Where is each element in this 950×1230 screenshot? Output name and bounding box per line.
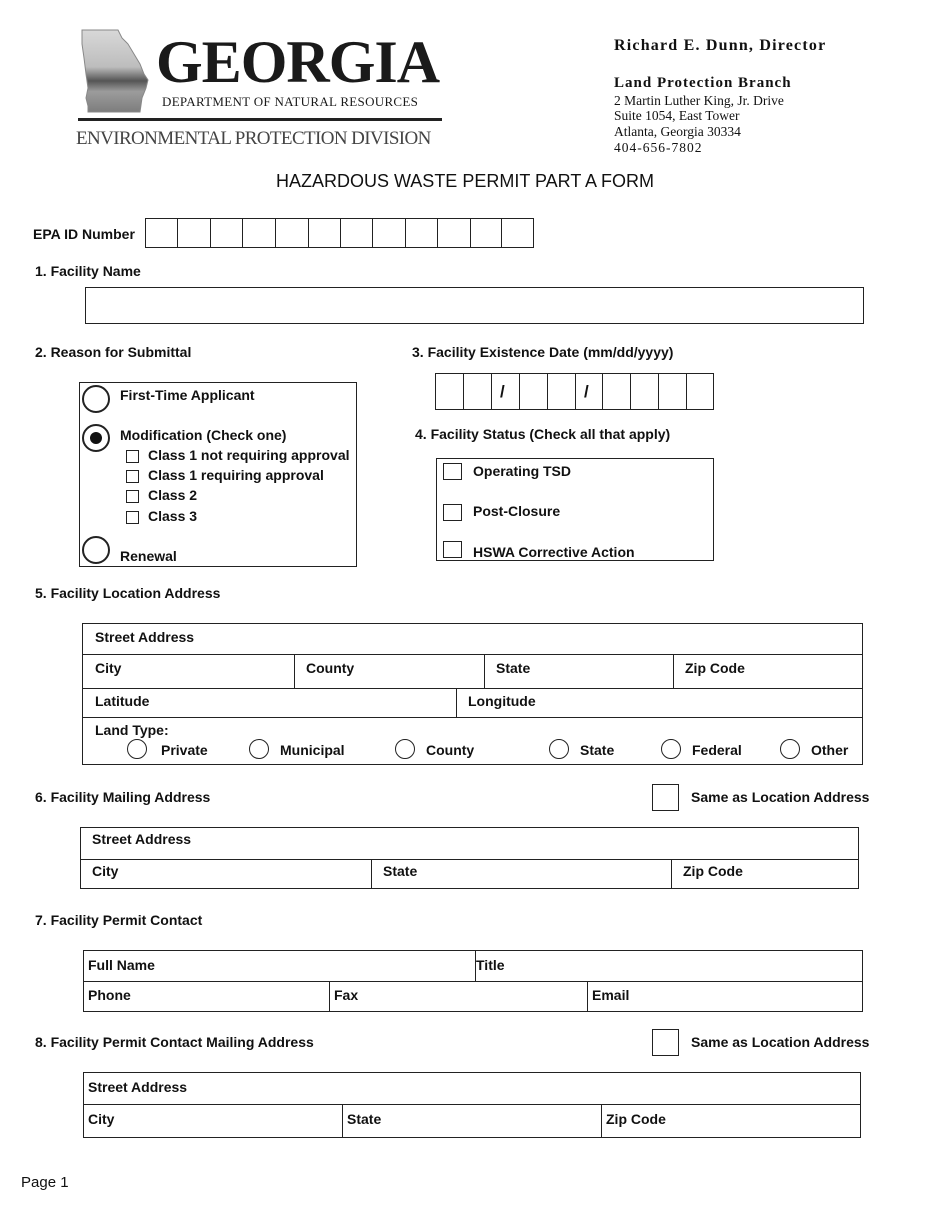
- latitude-field[interactable]: Latitude: [95, 693, 150, 709]
- location-street-field[interactable]: Street Address: [95, 629, 195, 645]
- epa-id-boxes[interactable]: [145, 218, 534, 248]
- existence-date-boxes[interactable]: [435, 373, 714, 410]
- contact-mailing-street-field[interactable]: Street Address: [88, 1079, 188, 1095]
- contact-title-field[interactable]: Title: [476, 957, 505, 973]
- renewal-label: Renewal: [120, 548, 177, 564]
- land-type-option: County: [426, 742, 475, 758]
- logo-state-name: GEORGIA: [156, 29, 440, 95]
- contact-label: 7. Facility Permit Contact: [35, 912, 203, 928]
- longitude-field[interactable]: Longitude: [468, 693, 536, 709]
- agency-logo: [76, 28, 446, 154]
- contact-phone-field[interactable]: Phone: [88, 987, 131, 1003]
- contact-mailing-same-checkbox[interactable]: [652, 1029, 679, 1056]
- address-line-1: 2 Martin Luther King, Jr. Drive: [614, 93, 784, 108]
- modification-label: Modification (Check one): [120, 427, 287, 443]
- land-type-option: Private: [161, 742, 208, 758]
- class-checkbox[interactable]: [126, 470, 139, 483]
- mailing-table: [80, 827, 859, 889]
- location-county-field[interactable]: County: [306, 660, 355, 676]
- address-line-3: Atlanta, Georgia 30334: [614, 124, 741, 139]
- class-checkbox[interactable]: [126, 511, 139, 524]
- mailing-zip-field[interactable]: Zip Code: [683, 863, 743, 879]
- land-type-radio[interactable]: [780, 739, 800, 759]
- status-option-label: Operating TSD: [473, 463, 572, 479]
- status-option-label: HSWA Corrective Action: [473, 544, 635, 560]
- land-type-option: State: [580, 742, 615, 758]
- logo-rule: [78, 118, 442, 121]
- date-separator: /: [500, 382, 505, 401]
- reason-box: [79, 382, 357, 567]
- location-city-field[interactable]: City: [95, 660, 122, 676]
- class-option-label: Class 1 requiring approval: [148, 467, 324, 483]
- class-option-label: Class 2: [148, 487, 198, 503]
- mailing-label: 6. Facility Mailing Address: [35, 789, 211, 805]
- land-type-label: Land Type:: [95, 722, 169, 738]
- status-checkbox[interactable]: [443, 463, 462, 480]
- mailing-same-checkbox[interactable]: [652, 784, 679, 811]
- status-checkbox[interactable]: [443, 541, 462, 558]
- class-checkbox[interactable]: [126, 450, 139, 463]
- logo-division: ENVIRONMENTAL PROTECTION DIVISION: [76, 128, 431, 149]
- contact-mailing-state-field[interactable]: State: [347, 1111, 382, 1127]
- land-type-option: Federal: [692, 742, 742, 758]
- contact-mailing-zip-field[interactable]: Zip Code: [606, 1111, 666, 1127]
- radio-selected-dot: [90, 432, 102, 444]
- facility-name-label: 1. Facility Name: [35, 263, 141, 279]
- contact-mailing-same-label: Same as Location Address: [691, 1034, 870, 1050]
- land-type-radio[interactable]: [395, 739, 415, 759]
- page-number: Page 1: [21, 1174, 69, 1191]
- facility-status-label: 4. Facility Status (Check all that apply): [415, 426, 671, 442]
- land-type-radio[interactable]: [549, 739, 569, 759]
- status-checkbox[interactable]: [443, 504, 462, 521]
- class-option-label: Class 3: [148, 508, 198, 524]
- contact-mailing-table: [83, 1072, 861, 1138]
- class-checkbox[interactable]: [126, 490, 139, 503]
- land-type-radio[interactable]: [249, 739, 269, 759]
- existence-date-label: 3. Facility Existence Date (mm/dd/yyyy): [412, 344, 674, 360]
- contact-email-field[interactable]: Email: [592, 987, 630, 1003]
- mailing-city-field[interactable]: City: [92, 863, 119, 879]
- facility-name-input[interactable]: [85, 287, 864, 324]
- contact-fax-field[interactable]: Fax: [334, 987, 359, 1003]
- location-zip-field[interactable]: Zip Code: [685, 660, 745, 676]
- renewal-radio[interactable]: [82, 536, 110, 564]
- address-line-2: Suite 1054, East Tower: [614, 108, 740, 123]
- land-type-option: Other: [811, 742, 849, 758]
- first-time-radio[interactable]: [82, 385, 110, 413]
- first-time-label: First-Time Applicant: [120, 387, 255, 403]
- contact-full-name-field[interactable]: Full Name: [88, 957, 155, 973]
- phone-number: 404-656-7802: [614, 140, 703, 155]
- logo-department: DEPARTMENT OF NATURAL RESOURCES: [162, 94, 419, 109]
- status-option-label: Post-Closure: [473, 503, 561, 519]
- land-type-radio[interactable]: [661, 739, 681, 759]
- location-label: 5. Facility Location Address: [35, 585, 221, 601]
- georgia-state-icon: [78, 28, 150, 116]
- mailing-state-field[interactable]: State: [383, 863, 418, 879]
- director-name: Richard E. Dunn, Director: [614, 37, 827, 54]
- modification-radio[interactable]: [82, 424, 110, 452]
- contact-mailing-city-field[interactable]: City: [88, 1111, 115, 1127]
- epa-id-label: EPA ID Number: [33, 226, 135, 242]
- land-type-radio[interactable]: [127, 739, 147, 759]
- facility-status-box: [436, 458, 714, 561]
- reason-label: 2. Reason for Submittal: [35, 344, 192, 360]
- form-title: HAZARDOUS WASTE PERMIT PART A FORM: [275, 171, 655, 191]
- location-state-field[interactable]: State: [496, 660, 531, 676]
- date-separator: /: [584, 382, 589, 401]
- mailing-street-field[interactable]: Street Address: [92, 831, 192, 847]
- location-table: [82, 623, 863, 765]
- class-option-label: Class 1 not requiring approval: [148, 447, 350, 463]
- mailing-same-label: Same as Location Address: [691, 789, 870, 805]
- contact-table: [83, 950, 863, 1012]
- land-type-option: Municipal: [280, 742, 345, 758]
- branch-name: Land Protection Branch: [614, 75, 792, 91]
- contact-mailing-label: 8. Facility Permit Contact Mailing Address: [35, 1034, 314, 1050]
